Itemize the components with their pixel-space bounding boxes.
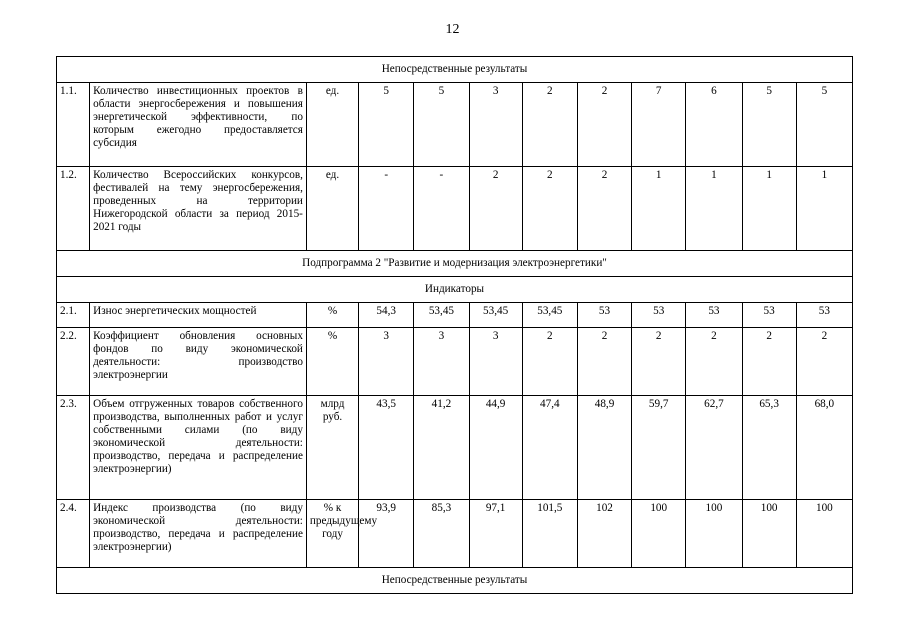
value-cell: 1 <box>686 167 742 251</box>
row-number: 2.4. <box>57 500 90 568</box>
value-cell: 100 <box>796 500 852 568</box>
value-cell: 1 <box>632 167 686 251</box>
value-cell: 102 <box>577 500 631 568</box>
value-cell: 53,45 <box>522 303 577 328</box>
value-cell: 2 <box>796 328 852 396</box>
value-cell: 48,9 <box>577 396 631 500</box>
value-cell: 53 <box>577 303 631 328</box>
value-cell: 2 <box>742 328 796 396</box>
value-cell: 2 <box>469 167 522 251</box>
value-cell: 44,9 <box>469 396 522 500</box>
indicator-name: Количество инвестиционных проектов в области энергосбережения и повышения энергетической эффективности, по которым ежегодно предоставляется субсидия <box>90 83 307 167</box>
page-number: 12 <box>445 22 460 37</box>
value-cell: 68,0 <box>796 396 852 500</box>
row-number: 2.2. <box>57 328 90 396</box>
value-cell: 6 <box>686 83 742 167</box>
value-cell: 3 <box>414 328 469 396</box>
value-cell: 53 <box>742 303 796 328</box>
indicator-name: Коэффициент обновления основных фондов по виду экономической деятельности: производство электроэнергии <box>90 328 307 396</box>
section-title: Непосредственные результаты <box>57 57 853 83</box>
row-number: 2.1. <box>57 303 90 328</box>
value-cell: 47,4 <box>522 396 577 500</box>
unit-cell: % к предыдущему году <box>306 500 358 568</box>
value-cell: 53 <box>686 303 742 328</box>
value-cell: 1 <box>742 167 796 251</box>
value-cell: 2 <box>686 328 742 396</box>
value-cell: 5 <box>742 83 796 167</box>
value-cell: 43,5 <box>359 396 414 500</box>
value-cell: 2 <box>632 328 686 396</box>
indicator-name: Индекс производства (по виду экономической деятельности: производство, передача и распределение электроэнергии) <box>90 500 307 568</box>
value-cell: 2 <box>522 83 577 167</box>
indicator-name: Объем отгруженных товаров собственного производства, выполненных работ и услуг собственными силами (по виду экономической деятельности: производство, передача и распределение электроэнергии) <box>90 396 307 500</box>
value-cell: 5 <box>796 83 852 167</box>
indicator-name: Износ энергетических мощностей <box>90 303 307 328</box>
value-cell: 53,45 <box>414 303 469 328</box>
value-cell: 59,7 <box>632 396 686 500</box>
table-row <box>57 303 853 328</box>
indicators-table <box>56 56 853 594</box>
value-cell: 7 <box>632 83 686 167</box>
value-cell: 53,45 <box>469 303 522 328</box>
table-row <box>57 396 853 500</box>
value-cell: 2 <box>577 83 631 167</box>
unit-cell: ед. <box>306 167 358 251</box>
value-cell: 5 <box>414 83 469 167</box>
value-cell: 97,1 <box>469 500 522 568</box>
unit-cell: % <box>306 303 358 328</box>
value-cell: 100 <box>742 500 796 568</box>
value-cell: 1 <box>796 167 852 251</box>
table-row <box>57 328 853 396</box>
value-cell: 3 <box>359 328 414 396</box>
value-cell: 3 <box>469 328 522 396</box>
table-row <box>57 500 853 568</box>
value-cell: 3 <box>469 83 522 167</box>
value-cell: 53 <box>632 303 686 328</box>
row-number: 2.3. <box>57 396 90 500</box>
row-number: 1.2. <box>57 167 90 251</box>
table-row <box>57 83 853 167</box>
value-cell: 93,9 <box>359 500 414 568</box>
unit-cell: ед. <box>306 83 358 167</box>
value-cell: 41,2 <box>414 396 469 500</box>
section-row <box>57 568 853 594</box>
value-cell: 2 <box>522 167 577 251</box>
value-cell: 53 <box>796 303 852 328</box>
value-cell: 85,3 <box>414 500 469 568</box>
section-title: Индикаторы <box>57 277 853 303</box>
unit-cell: % <box>306 328 358 396</box>
value-cell: 100 <box>632 500 686 568</box>
section-row <box>57 277 853 303</box>
row-number: 1.1. <box>57 83 90 167</box>
section-title: Непосредственные результаты <box>57 568 853 594</box>
value-cell: - <box>414 167 469 251</box>
value-cell: 2 <box>577 328 631 396</box>
section-title: Подпрограмма 2 "Развитие и модернизация электроэнергетики" <box>57 251 853 277</box>
value-cell: 62,7 <box>686 396 742 500</box>
value-cell: 54,3 <box>359 303 414 328</box>
value-cell: 5 <box>359 83 414 167</box>
value-cell: - <box>359 167 414 251</box>
section-row <box>57 57 853 83</box>
section-row <box>57 251 853 277</box>
unit-cell: млрд руб. <box>306 396 358 500</box>
value-cell: 101,5 <box>522 500 577 568</box>
value-cell: 65,3 <box>742 396 796 500</box>
indicator-name: Количество Всероссийских конкурсов, фестивалей на тему энергосбережения, проведенных на территории Нижегородской области за период 2015-2021 годы <box>90 167 307 251</box>
value-cell: 2 <box>522 328 577 396</box>
table-row <box>57 167 853 251</box>
value-cell: 100 <box>686 500 742 568</box>
value-cell: 2 <box>577 167 631 251</box>
